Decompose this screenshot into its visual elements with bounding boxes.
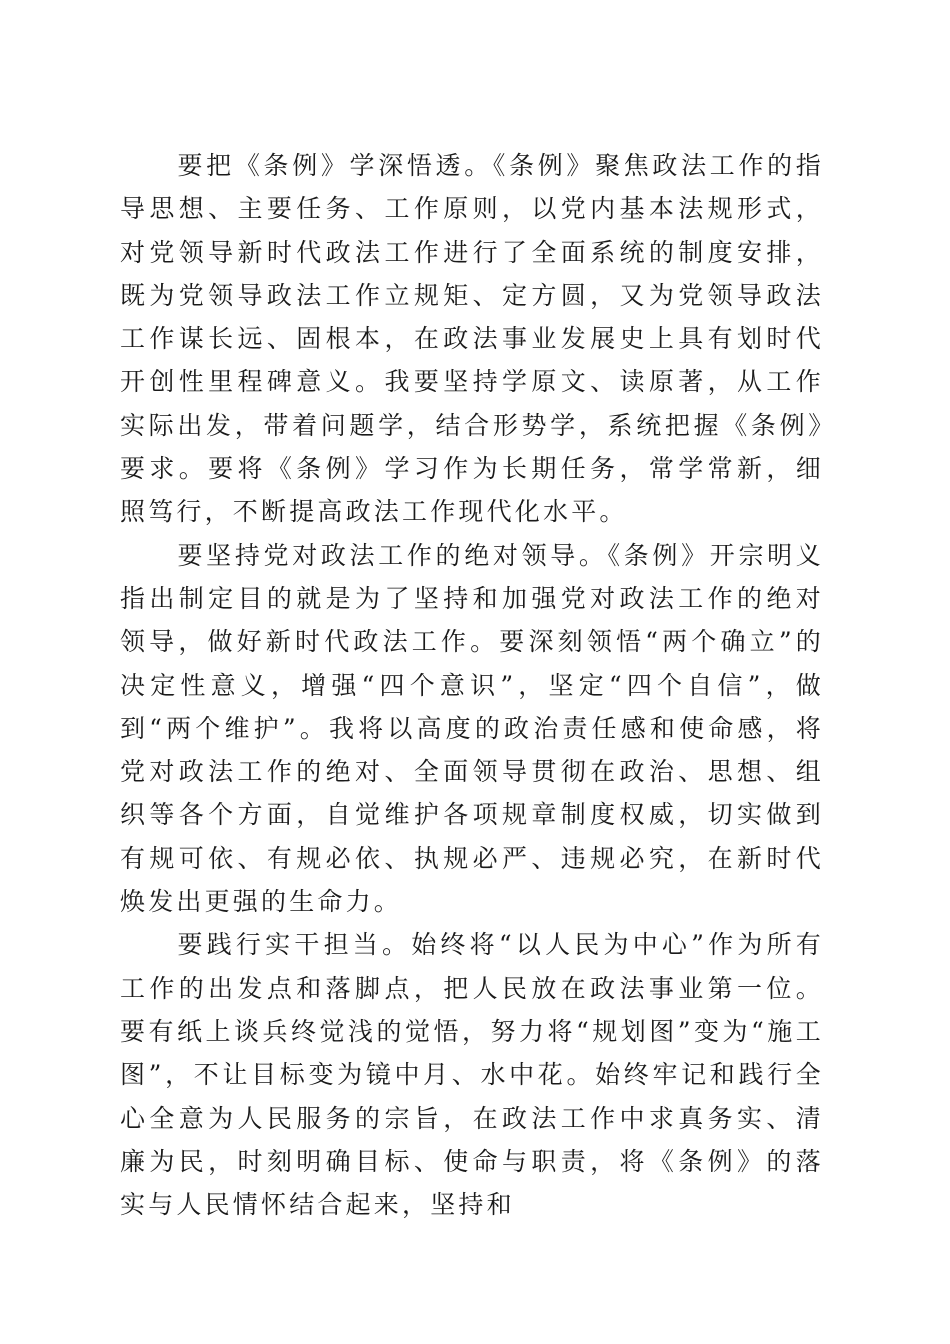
paragraph-practical-action: 要践行实干担当。始终将“以人民为中心”作为所有工作的出发点和落脚点，把人民放在政法事业第一位。要有纸上谈兵终觉浅的觉悟，努力将“规划图”变为“施工图”，不让目标变为镜中月、水中花。始终牢记和践行全心全意为人民服务的宗旨，在政法工作中求真务实、清廉为民，时刻明确目标、使命与职责，将《条例》的落实与人民情怀结合起来，坚持和 [120, 930, 824, 1220]
document-body [120, 144, 824, 1226]
paragraph-party-leadership: 要坚持党对政法工作的绝对领导。《条例》开宗明义指出制定目的就是为了坚持和加强党对政法工作的绝对领导，做好新时代政法工作。要深刻领悟“两个确立”的决定性意义，增强“四个意识”，坚定“四个自信”，做到“两个维护”。我将以高度的政治责任感和使命感，将党对政法工作的绝对、全面领导贯彻在政治、思想、组织等各个方面，自觉维护各项规章制度权威，切实做到有规可依、有规必依、执规必严、违规必究，在新时代焕发出更强的生命力。 [120, 540, 824, 917]
paragraph-study-regulations: 要把《条例》学深悟透。《条例》聚焦政法工作的指导思想、主要任务、工作原则，以党内基本法规形式，对党领导新时代政法工作进行了全面系统的制度安排，既为党领导政法工作立规矩、定方圆，又为党领导政法工作谋长远、固根本，在政法事业发展史上具有划时代开创性里程碑意义。我要坚持学原文、读原著，从工作实际出发，带着问题学，结合形势学，系统把握《条例》要求。要将《条例》学习作为长期任务，常学常新，细照笃行，不断提高政法工作现代化水平。 [120, 151, 824, 527]
